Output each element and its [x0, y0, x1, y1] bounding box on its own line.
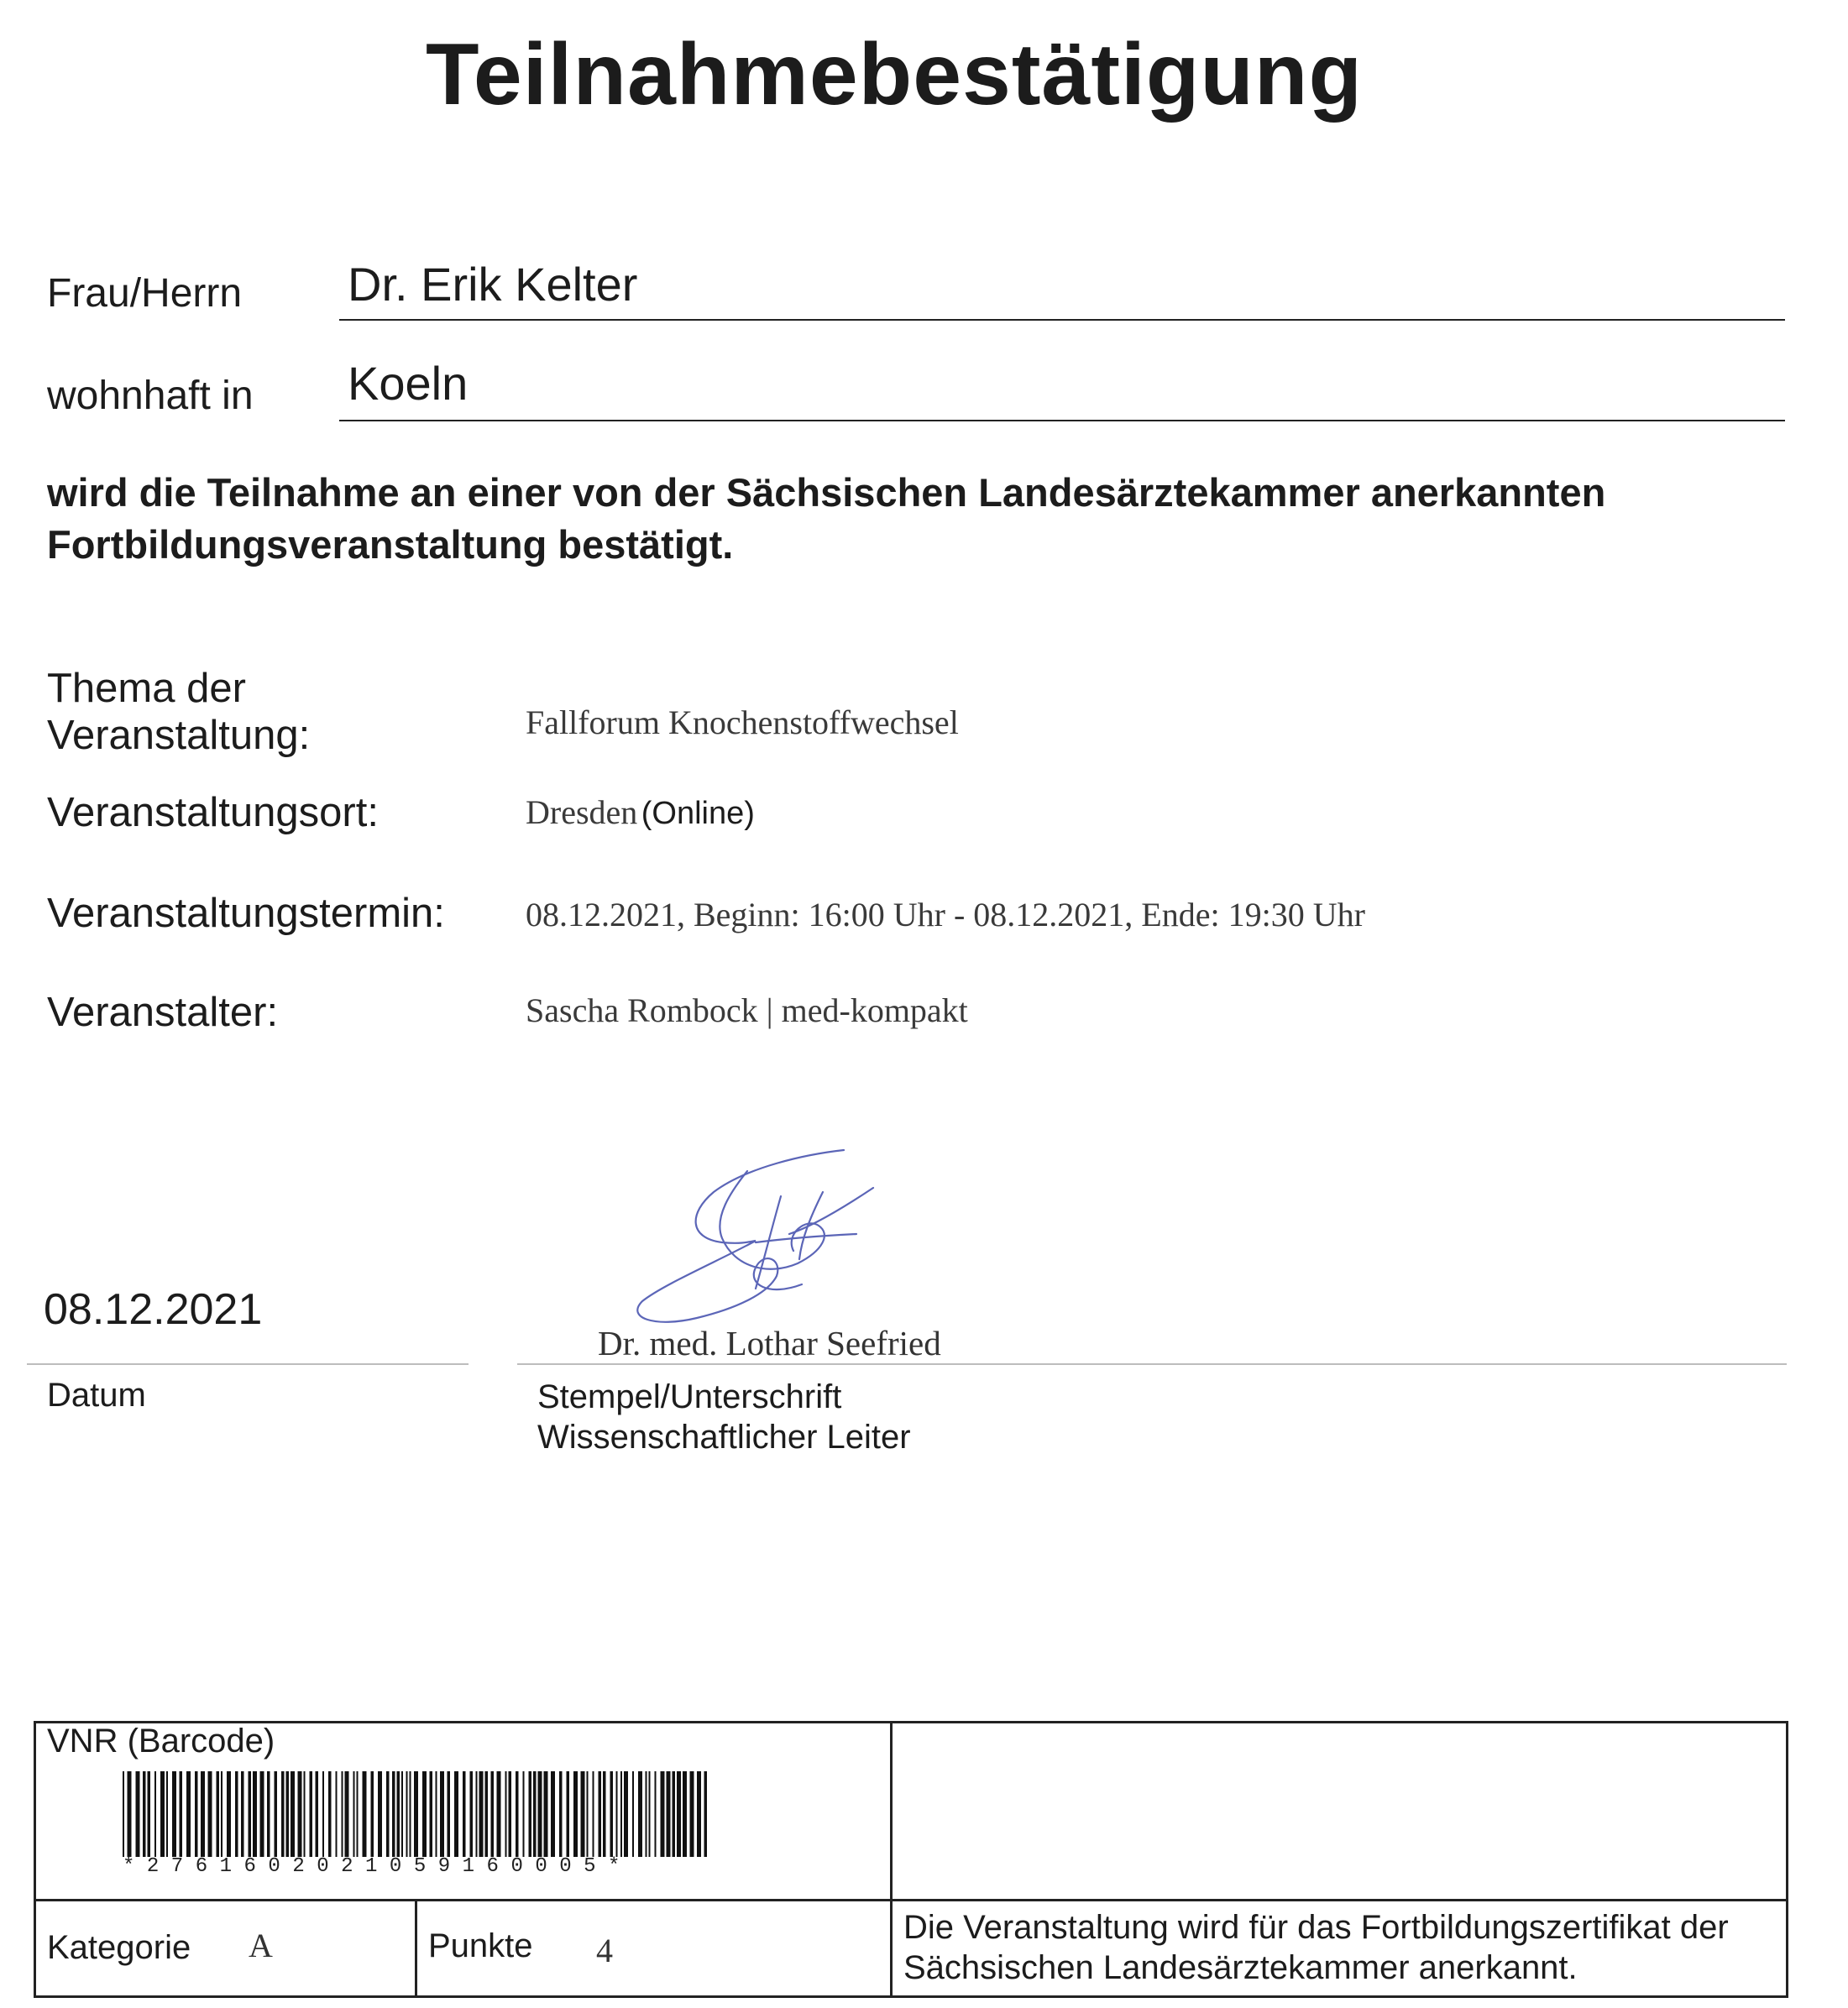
barcode-bar [673, 1771, 676, 1857]
barcode-bar [667, 1771, 671, 1857]
barcode-bar [148, 1771, 151, 1857]
barcode-bar [342, 1771, 343, 1857]
barcode-bar [470, 1771, 474, 1857]
barcode-bar [397, 1771, 400, 1857]
signature-date: 08.12.2021 [44, 1285, 263, 1334]
signature-caption [537, 1377, 911, 1457]
barcode-bar [221, 1771, 222, 1857]
barcode-bar [172, 1771, 176, 1857]
barcode-bar [298, 1771, 302, 1857]
barcode-bar [649, 1771, 651, 1857]
date-label: Veranstaltungstermin: [47, 891, 445, 936]
vnr-label: VNR (Barcode) [47, 1723, 275, 1760]
barcode-bar [336, 1771, 338, 1857]
barcode-bar [638, 1771, 642, 1857]
barcode-bar [516, 1771, 519, 1857]
barcode-bar [128, 1771, 132, 1857]
barcode-bar [316, 1771, 319, 1857]
barcode-bar [267, 1771, 270, 1857]
recipient-residence: Koeln [348, 357, 469, 410]
box-divider-category-points [415, 1899, 417, 1998]
barcode-bar [620, 1771, 622, 1857]
barcode-bar [559, 1771, 563, 1857]
barcode-bar [523, 1771, 525, 1857]
barcode-bar [677, 1771, 681, 1857]
topic-label [47, 665, 310, 759]
barcode-bar [406, 1771, 408, 1857]
barcode-bar [599, 1771, 602, 1857]
barcode-bar [704, 1771, 708, 1857]
barcode-bar [328, 1771, 332, 1857]
barcode-bar [123, 1771, 124, 1857]
barcode-bar [217, 1771, 220, 1857]
barcode-bar [509, 1771, 512, 1857]
barcode-bar [661, 1771, 665, 1857]
barcode-bar [448, 1771, 451, 1857]
barcode-bar [249, 1771, 252, 1857]
barcode-bar [186, 1771, 191, 1857]
barcode-bar [286, 1771, 290, 1857]
barcode-bar [281, 1771, 285, 1857]
barcode-bar [322, 1771, 324, 1857]
barcode-bar [624, 1771, 628, 1857]
barcode-bar [690, 1771, 694, 1857]
barcode-bar [392, 1771, 395, 1857]
topic-value: Fallforum Knochenstoffwechsel [526, 703, 959, 741]
date-signature-line [27, 1363, 469, 1365]
recipient-name: Dr. Erik Kelter [348, 258, 638, 311]
certificate-note [903, 1907, 1729, 1988]
barcode-bar [632, 1771, 634, 1857]
stamp-signature-line [517, 1363, 1787, 1365]
box-divider-horizontal-right [890, 1899, 1788, 1901]
barcode-bar [422, 1771, 427, 1857]
topic-label-line1: Thema der [47, 666, 246, 711]
certificate-note-line1: Die Veranstaltung wird für das Fortbildungszertifikat der [903, 1909, 1729, 1946]
page-title: Teilnahmebestätigung [426, 26, 1363, 123]
residence-underline [339, 420, 1785, 421]
barcode-bar [497, 1771, 501, 1857]
barcode-bar [401, 1771, 403, 1857]
confirmation-statement: wird die Teilnahme an einer von der Sächsischen Landesärztekammer anerkannten Fortbildungsveranstaltung bestätigt. [47, 470, 1606, 567]
barcode-bar [345, 1771, 349, 1857]
barcode-bar [485, 1771, 489, 1857]
organizer-label: Veranstalter: [47, 990, 279, 1035]
barcode-bar [227, 1771, 231, 1857]
barcode-bar [154, 1771, 156, 1857]
vnr-barcode-text: *2761602021059160005* [123, 1855, 632, 1878]
barcode-bar [136, 1771, 140, 1857]
barcode-bar [201, 1771, 205, 1857]
vnr-barcode [123, 1771, 710, 1857]
signer-name: Dr. med. Lothar Seefried [598, 1324, 941, 1362]
location-label: Veranstaltungsort: [47, 790, 379, 835]
date-value: 08.12.2021, Beginn: 16:00 Uhr - 08.12.2021, Ende: 19:30 Uhr [526, 896, 1365, 933]
barcode-bar [476, 1771, 478, 1857]
barcode-bar [697, 1771, 701, 1857]
topic-label-line2: Veranstaltung: [47, 713, 311, 758]
barcode-bar [529, 1771, 532, 1857]
barcode-bar [357, 1771, 359, 1857]
barcode-bar [166, 1771, 168, 1857]
barcode-bar [440, 1771, 444, 1857]
barcode-bar [538, 1771, 542, 1857]
barcode-bar [436, 1771, 437, 1857]
location-value [526, 792, 755, 832]
location-city: Dresden [526, 793, 638, 831]
barcode-bar [616, 1771, 618, 1857]
barcode-bar [491, 1771, 495, 1857]
signature-caption-line1: Stempel/Unterschrift [537, 1378, 842, 1415]
barcode-bar [587, 1771, 589, 1857]
name-underline [339, 319, 1785, 321]
barcode-bar [180, 1771, 183, 1857]
barcode-bar [593, 1771, 594, 1857]
barcode-bar [414, 1771, 418, 1857]
residence-label: wohnhaft in [47, 374, 254, 418]
barcode-bar [410, 1771, 411, 1857]
category-label: Kategorie [47, 1929, 191, 1966]
points-value: 4 [596, 1932, 613, 1969]
barcode-bar [610, 1771, 614, 1857]
barcode-bar [655, 1771, 657, 1857]
barcode-bar [260, 1771, 264, 1857]
barcode-bar [533, 1771, 537, 1857]
barcode-bar [603, 1771, 606, 1857]
barcode-bar [353, 1771, 355, 1857]
barcode-bar [430, 1771, 433, 1857]
barcode-bar [567, 1771, 570, 1857]
barcode-bar [454, 1771, 458, 1857]
barcode-bar [378, 1771, 382, 1857]
barcode-bar [581, 1771, 585, 1857]
box-divider-vertical [890, 1721, 893, 1998]
barcode-bar [143, 1771, 146, 1857]
barcode-bar [363, 1771, 367, 1857]
barcode-bar [544, 1771, 548, 1857]
barcode-bar [291, 1771, 295, 1857]
barcode-bar [371, 1771, 374, 1857]
barcode-bar [505, 1771, 507, 1857]
signature-image [621, 1142, 940, 1335]
category-value: A [249, 1927, 273, 1964]
date-caption: Datum [47, 1377, 146, 1414]
points-label: Punkte [428, 1927, 533, 1964]
box-divider-horizontal-left [34, 1899, 890, 1901]
signature-caption-line2: Wissenschaftlicher Leiter [537, 1419, 911, 1456]
barcode-bar [479, 1771, 484, 1857]
barcode-bar [195, 1771, 198, 1857]
certificate-note-line2: Sächsischen Landesärztekammer anerkannt. [903, 1949, 1578, 1986]
barcode-bar [160, 1771, 165, 1857]
salutation-label: Frau/Herrn [47, 271, 243, 316]
location-mode: (Online) [641, 796, 755, 831]
barcode-bar [683, 1771, 687, 1857]
barcode-bar [310, 1771, 313, 1857]
barcode-bar [235, 1771, 238, 1857]
barcode-bar [386, 1771, 390, 1857]
barcode-bar [646, 1771, 647, 1857]
barcode-bar [241, 1771, 244, 1857]
barcode-bar [573, 1771, 578, 1857]
barcode-bar [253, 1771, 257, 1857]
organizer-value: Sascha Rombock | med-kompakt [526, 991, 968, 1029]
barcode-bar [304, 1771, 306, 1857]
barcode-bar [463, 1771, 466, 1857]
barcode-bar [551, 1771, 555, 1857]
barcode-bar [208, 1771, 212, 1857]
barcode-bar [275, 1771, 278, 1857]
